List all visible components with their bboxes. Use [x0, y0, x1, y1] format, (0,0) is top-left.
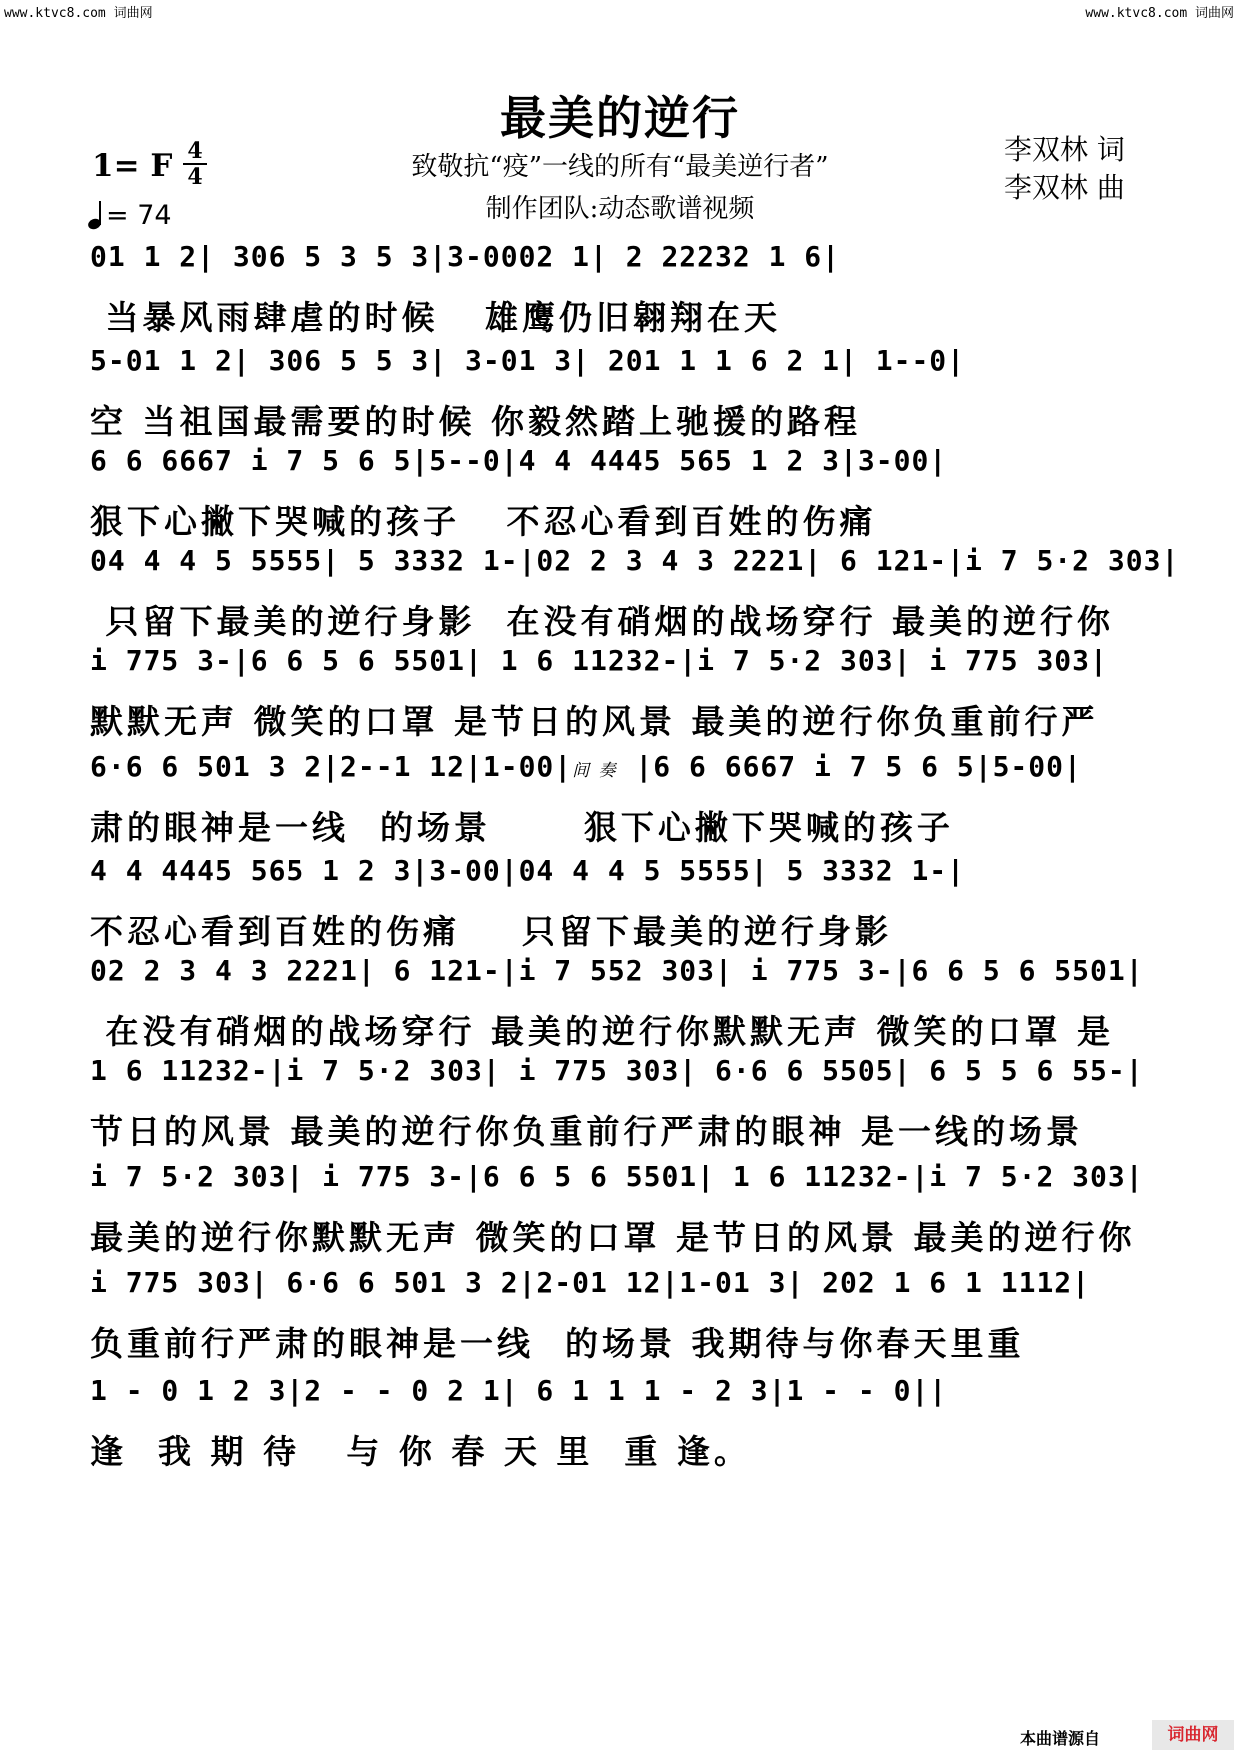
jianpu-notes: 02 2 3 4 3 2221| 6 121-|i 7 552 303| i 775 3-|6 6 5 6 5501|	[90, 954, 1144, 987]
jianpu-notes: 1 6 11232-|i 7 5·2 303| i 775 303| 6·6 6 5505| 6 5 5 6 55-|	[90, 1054, 1144, 1087]
lyrics-line: 默默无声 微笑的口罩 是节日的风景 最美的逆行你负重前行严	[90, 702, 1099, 741]
lyrics-line: 不忍心看到百姓的伤痛 只留下最美的逆行身影	[90, 912, 892, 951]
lyrics-line: 节日的风景 最美的逆行你负重前行严肃的眼神 是一线的场景	[90, 1112, 1083, 1151]
tempo-value: = 74	[106, 200, 172, 231]
jianpu-notes: 6 6 6667 i 7 5 6 5|5--0|4 4 4445 565 1 2 3|3-00|	[90, 444, 948, 477]
jianpu-notes: i 775 303| 6·6 6 501 3 2|2-01 12|1-01 3| 202 1 6 1 1112|	[90, 1266, 1091, 1299]
jianpu-notes: i 7 5·2 303| i 775 3-|6 6 5 6 5501| 1 6 11232-|i 7 5·2 303|	[90, 1160, 1144, 1193]
jianpu-notes: 4 4 4445 565 1 2 3|3-00|04 4 4 5 5555| 5 3332 1-|	[90, 854, 966, 887]
composer-credit: 李双林 曲	[1004, 171, 1125, 204]
time-denominator: 4	[187, 164, 203, 190]
site-watermark-right: www.ktvc8.com 词曲网	[1085, 6, 1234, 21]
lyrics-line: 最美的逆行你默默无声 微笑的口罩 是节日的风景 最美的逆行你	[90, 1218, 1136, 1257]
jianpu-notes: 5-01 1 2| 306 5 5 3| 3-01 3| 201 1 1 6 2 1| 1--0|	[90, 344, 966, 377]
lyrics-line: 肃的眼神是一线 的场景 狠下心撇下哭喊的孩子	[90, 808, 954, 847]
notes-before-interlude: 6·6 6 501 3 2|2--1 12|1-00|	[90, 750, 573, 783]
key-signature: 1= F	[92, 148, 173, 184]
time-numerator: 4	[187, 138, 203, 164]
jianpu-notes: 01 1 2| 306 5 3 5 3|3-0002 1| 2 22232 1 6|	[90, 240, 841, 273]
lyrics-line: 狠下心撇下哭喊的孩子 不忍心看到百姓的伤痛	[90, 502, 877, 541]
lyricist-credit: 李双林 词	[1004, 133, 1125, 166]
interlude-marker: 间 奏	[572, 761, 618, 781]
lyrics-line: 当暴风雨肆虐的时候 雄鹰仍旧翱翔在天	[90, 298, 781, 337]
production-team: 制作团队:动态歌谱视频	[485, 194, 755, 224]
dedication: 致敬抗“疫”一线的所有“最美逆行者”	[411, 152, 829, 182]
notes-after-interlude: |6 6 6667 i 7 5 6 5|5-00|	[617, 750, 1082, 783]
lyrics-line: 在没有硝烟的战场穿行 最美的逆行你默默无声 微笑的口罩 是	[90, 1012, 1114, 1051]
lyrics-line: 逢 我 期 待 与 你 春 天 里 重 逢。	[90, 1432, 751, 1471]
jianpu-notes: 04 4 4 5 5555| 5 3332 1-|02 2 3 4 3 2221| 6 121-|i 7 5·2 303|	[90, 544, 1180, 577]
lyrics-line: 只留下最美的逆行身影 在没有硝烟的战场穿行 最美的逆行你	[90, 602, 1114, 641]
jianpu-notes: i 775 3-|6 6 5 6 5501| 1 6 11232-|i 7 5·2 303| i 775 303|	[90, 644, 1108, 677]
jianpu-notes	[90, 746, 1160, 788]
lyrics-line: 空 当祖国最需要的时候 你毅然踏上驰援的路程	[90, 402, 861, 441]
jianpu-notes: 1 - 0 1 2 3|2 - - 0 2 1| 6 1 1 1 - 2 3|1 - - 0||	[90, 1374, 948, 1407]
lyrics-line: 负重前行严肃的眼神是一线 的场景 我期待与你春天里重	[90, 1324, 1025, 1363]
site-logo[interactable]: 词曲网	[1152, 1720, 1234, 1750]
site-watermark-left: www.ktvc8.com 词曲网	[4, 6, 153, 21]
song-title: 最美的逆行	[500, 91, 740, 145]
source-label: 本曲谱源自	[1020, 1729, 1101, 1748]
